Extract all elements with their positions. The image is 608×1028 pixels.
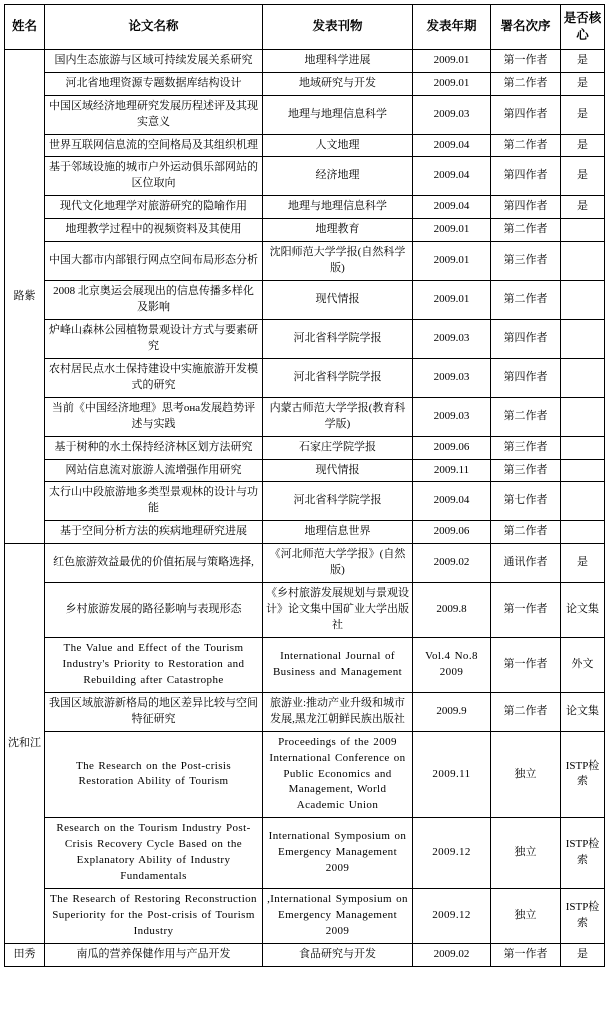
author-name-label: 沈和江 <box>8 736 41 749</box>
journal-cell: ,International Symposium on Emergency Management 2009 <box>263 889 413 944</box>
paper-title-cell: 红色旅游效益最优的价值拓展与策略选择, <box>45 544 263 583</box>
table-row <box>5 583 605 638</box>
core-flag-cell <box>561 219 605 242</box>
column-header-order: 署名次序 <box>491 5 561 50</box>
journal-cell: Proceedings of the 2009 International Conference on Public Economics and Management, World Academic Union <box>263 731 413 818</box>
journal-cell: 《乡村旅游发展规划与景观设计》论文集中国矿业大学出版社 <box>263 583 413 638</box>
journal-cell: 人文地理 <box>263 134 413 157</box>
journal-cell: 地域研究与开发 <box>263 72 413 95</box>
table-body <box>5 49 605 966</box>
core-flag-cell <box>561 459 605 482</box>
publish-date-cell: 2009.01 <box>413 49 491 72</box>
journal-cell: 地理与地理信息科学 <box>263 95 413 134</box>
publish-date-cell: 2009.01 <box>413 281 491 320</box>
journal-cell: 经济地理 <box>263 157 413 196</box>
publish-date-cell: 2009.02 <box>413 544 491 583</box>
publish-date-cell: 2009.02 <box>413 943 491 966</box>
core-flag-cell <box>561 436 605 459</box>
table-row <box>5 281 605 320</box>
column-header-core: 是否核心 <box>561 5 605 50</box>
publish-date-cell: 2009.8 <box>413 583 491 638</box>
core-flag-cell: 是 <box>561 196 605 219</box>
publish-date-cell: 2009.03 <box>413 319 491 358</box>
core-flag-cell: 是 <box>561 157 605 196</box>
core-flag-cell: 是 <box>561 49 605 72</box>
author-order-cell: 第四作者 <box>491 95 561 134</box>
core-flag-cell: 论文集 <box>561 692 605 731</box>
paper-title-cell: 网站信息流对旅游人流增强作用研究 <box>45 459 263 482</box>
journal-cell: International Symposium on Emergency Management 2009 <box>263 818 413 889</box>
table-row <box>5 358 605 397</box>
journal-cell: 地理信息世界 <box>263 521 413 544</box>
table-row <box>5 731 605 818</box>
author-order-cell: 第三作者 <box>491 242 561 281</box>
paper-title-cell: 基于空间分析方法的疾病地理研究进展 <box>45 521 263 544</box>
journal-cell: 石家庄学院学报 <box>263 436 413 459</box>
journal-cell: 地理与地理信息科学 <box>263 196 413 219</box>
author-name-label: 田秀 <box>13 947 36 960</box>
column-header-date: 发表年期 <box>413 5 491 50</box>
paper-title-cell: 2008 北京奥运会展现出的信息传播多样化及影响 <box>45 281 263 320</box>
author-order-cell: 通讯作者 <box>491 544 561 583</box>
column-header-title: 论文名称 <box>45 5 263 50</box>
paper-title-cell: 地理教学过程中的视频资料及其使用 <box>45 219 263 242</box>
author-order-cell: 第四作者 <box>491 319 561 358</box>
core-flag-cell <box>561 319 605 358</box>
journal-cell: 《河北师范大学学报》(自然版) <box>263 544 413 583</box>
core-flag-cell: 是 <box>561 943 605 966</box>
author-order-cell: 第三作者 <box>491 459 561 482</box>
table-row <box>5 637 605 692</box>
table-row <box>5 397 605 436</box>
table-row <box>5 49 605 72</box>
publish-date-cell: 2009.06 <box>413 521 491 544</box>
paper-title-cell: 我国区域旅游新格局的地区差异比较与空间特征研究 <box>45 692 263 731</box>
paper-title-cell: The Research on the Post-crisis Restoration Ability of Tourism <box>45 731 263 818</box>
author-order-cell: 第一作者 <box>491 583 561 638</box>
paper-title-cell: 农村居民点水土保持建设中实施旅游开发模式的研究 <box>45 358 263 397</box>
paper-title-cell: 河北省地理资源专题数据库结构设计 <box>45 72 263 95</box>
table-row <box>5 196 605 219</box>
publish-date-cell: 2009.03 <box>413 358 491 397</box>
author-order-cell: 第一作者 <box>491 49 561 72</box>
journal-cell: 现代情报 <box>263 281 413 320</box>
paper-title-cell: 世界互联网信息流的空间格局及其组织机理 <box>45 134 263 157</box>
publish-date-cell: 2009.01 <box>413 242 491 281</box>
table-row <box>5 242 605 281</box>
publish-date-cell: 2009.11 <box>413 731 491 818</box>
core-flag-cell: 是 <box>561 72 605 95</box>
table-row <box>5 134 605 157</box>
core-flag-cell: 论文集 <box>561 583 605 638</box>
publications-table <box>4 4 605 967</box>
journal-cell: 食品研究与开发 <box>263 943 413 966</box>
paper-title-cell: The Research of Restoring Reconstruction Superiority for the Post-crisis of Tourism Industry <box>45 889 263 944</box>
author-name-cell <box>5 544 45 944</box>
author-order-cell: 第一作者 <box>491 943 561 966</box>
table-row <box>5 157 605 196</box>
paper-title-cell: The Value and Effect of the Tourism Industry's Priority to Restoration and Rebuilding after Catastrophe <box>45 637 263 692</box>
publish-date-cell: 2009.03 <box>413 397 491 436</box>
paper-title-cell: 基于邻域设施的城市户外运动俱乐部网站的区位取向 <box>45 157 263 196</box>
paper-title-cell: 当前《中国经济地理》思考она发展趋势评述与实践 <box>45 397 263 436</box>
core-flag-cell: 是 <box>561 95 605 134</box>
core-flag-cell: 是 <box>561 544 605 583</box>
table-row <box>5 319 605 358</box>
core-flag-cell: 外文 <box>561 637 605 692</box>
author-name-cell <box>5 943 45 966</box>
author-order-cell: 第三作者 <box>491 436 561 459</box>
journal-cell: 地理教育 <box>263 219 413 242</box>
journal-cell: 沈阳师范大学学报(自然科学版) <box>263 242 413 281</box>
journal-cell: 内蒙古师范大学学报(教育科学版) <box>263 397 413 436</box>
author-order-cell: 第四作者 <box>491 358 561 397</box>
journal-cell: 现代情报 <box>263 459 413 482</box>
table-row <box>5 521 605 544</box>
core-flag-cell <box>561 242 605 281</box>
table-row <box>5 219 605 242</box>
paper-title-cell: 乡村旅游发展的路径影响与表现形态 <box>45 583 263 638</box>
author-order-cell: 第四作者 <box>491 196 561 219</box>
author-name-label: 路紫 <box>13 289 36 302</box>
journal-cell: 河北省科学院学报 <box>263 358 413 397</box>
author-order-cell: 第二作者 <box>491 72 561 95</box>
table-row <box>5 482 605 521</box>
author-order-cell: 第二作者 <box>491 521 561 544</box>
table-row <box>5 692 605 731</box>
core-flag-cell: 是 <box>561 134 605 157</box>
core-flag-cell: ISTP检索 <box>561 889 605 944</box>
table-row <box>5 95 605 134</box>
paper-title-cell: 国内生态旅游与区域可持续发展关系研究 <box>45 49 263 72</box>
journal-cell: International Journal of Business and Management <box>263 637 413 692</box>
publish-date-cell: 2009.01 <box>413 219 491 242</box>
journal-cell: 旅游业:推动产业升级和城市发展,黑龙江朝鲜民族出版社 <box>263 692 413 731</box>
core-flag-cell <box>561 358 605 397</box>
author-name-cell <box>5 49 45 544</box>
paper-title-cell: 南瓜的营养保健作用与产品开发 <box>45 943 263 966</box>
core-flag-cell <box>561 521 605 544</box>
table-row <box>5 818 605 889</box>
publish-date-cell: 2009.04 <box>413 157 491 196</box>
author-order-cell: 第二作者 <box>491 397 561 436</box>
author-order-cell: 独立 <box>491 818 561 889</box>
paper-title-cell: 现代文化地理学对旅游研究的隐喻作用 <box>45 196 263 219</box>
publish-date-cell: 2009.03 <box>413 95 491 134</box>
author-order-cell: 第二作者 <box>491 134 561 157</box>
paper-title-cell: Research on the Tourism Industry Post-Crisis Recovery Cycle Based on the Explanatory Ability of Industry Fundamentals <box>45 818 263 889</box>
journal-cell: 河北省科学院学报 <box>263 482 413 521</box>
publish-date-cell: 2009.04 <box>413 482 491 521</box>
publish-date-cell: 2009.01 <box>413 72 491 95</box>
publish-date-cell: 2009.04 <box>413 196 491 219</box>
publish-date-cell: 2009.06 <box>413 436 491 459</box>
table-row <box>5 436 605 459</box>
publish-date-cell: Vol.4 No.8 2009 <box>413 637 491 692</box>
paper-title-cell: 炉峰山森林公园植物景观设计方式与要素研究 <box>45 319 263 358</box>
author-order-cell: 第一作者 <box>491 637 561 692</box>
paper-title-cell: 基于树种的水土保持经济林区划方法研究 <box>45 436 263 459</box>
table-header-row <box>5 5 605 50</box>
core-flag-cell <box>561 482 605 521</box>
author-order-cell: 第二作者 <box>491 219 561 242</box>
table-row <box>5 943 605 966</box>
journal-cell: 河北省科学院学报 <box>263 319 413 358</box>
column-header-name: 姓名 <box>5 5 45 50</box>
publish-date-cell: 2009.12 <box>413 889 491 944</box>
core-flag-cell: ISTP检索 <box>561 731 605 818</box>
core-flag-cell <box>561 397 605 436</box>
publish-date-cell: 2009.12 <box>413 818 491 889</box>
author-order-cell: 第四作者 <box>491 157 561 196</box>
table-row <box>5 544 605 583</box>
journal-cell: 地理科学进展 <box>263 49 413 72</box>
core-flag-cell <box>561 281 605 320</box>
paper-title-cell: 中国大都市内部银行网点空间布局形态分析 <box>45 242 263 281</box>
author-order-cell: 独立 <box>491 889 561 944</box>
column-header-journal: 发表刊物 <box>263 5 413 50</box>
author-order-cell: 第二作者 <box>491 281 561 320</box>
publish-date-cell: 2009.9 <box>413 692 491 731</box>
paper-title-cell: 中国区域经济地理研究发展历程述评及其现实意义 <box>45 95 263 134</box>
paper-title-cell: 太行山中段旅游地多类型景观林的设计与功能 <box>45 482 263 521</box>
table-row <box>5 72 605 95</box>
core-flag-cell: ISTP检索 <box>561 818 605 889</box>
author-order-cell: 独立 <box>491 731 561 818</box>
author-order-cell: 第七作者 <box>491 482 561 521</box>
author-order-cell: 第二作者 <box>491 692 561 731</box>
table-row <box>5 889 605 944</box>
publish-date-cell: 2009.04 <box>413 134 491 157</box>
table-row <box>5 459 605 482</box>
publish-date-cell: 2009.11 <box>413 459 491 482</box>
